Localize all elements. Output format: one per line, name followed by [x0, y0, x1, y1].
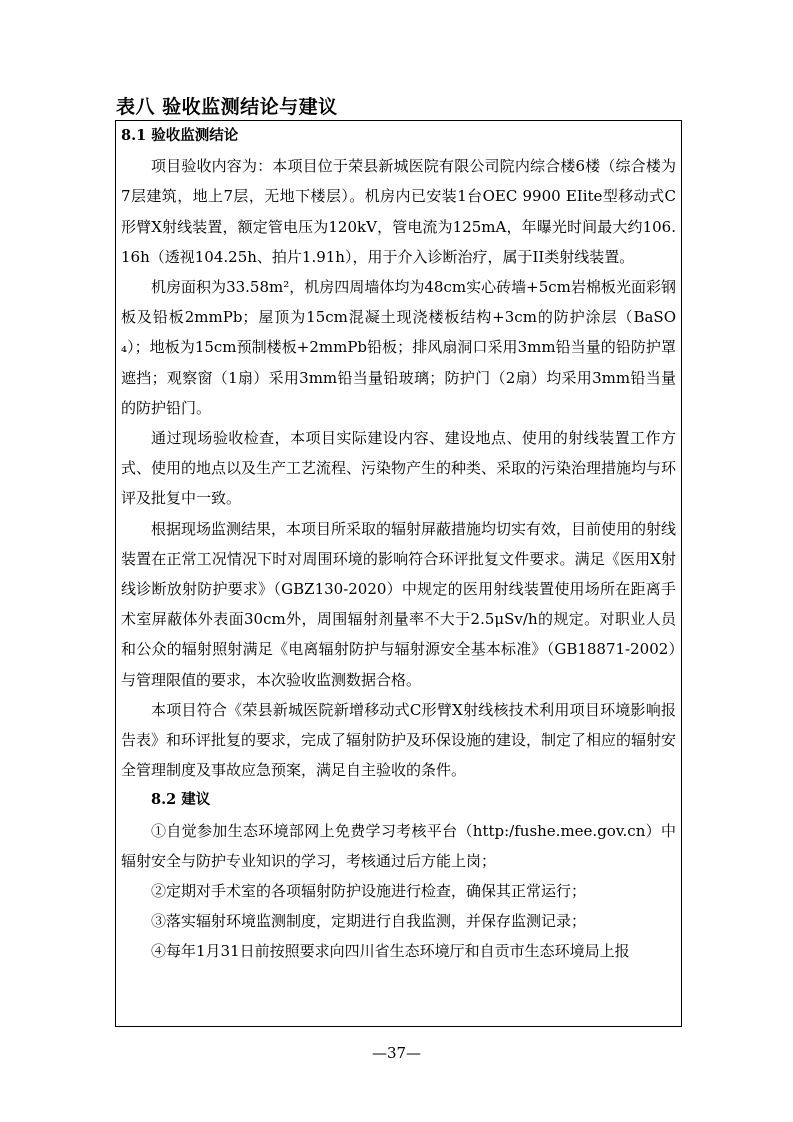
paragraph-monitoring-results: 根据现场监测结果，本项目所采取的辐射屏蔽措施均切实有效，目前使用的射线装置在正常工况情况下时对周围环境的影响符合环评批复文件要求。满足《医用X射线诊断放射防护要求》（GBZ130-2020）中规定的医用射线装置使用场所在距离手术室屏蔽体外表面30cm外，周围辐射剂量率不大于2.5μSv/h的规定。对职业人员和公众的辐射照射满足《电离辐射防护与辐射源安全基本标准》（GB18871-2002）与管理限值的要求，本次验收监测数据合格。 — [121, 519, 677, 689]
suggestion-item-3: ③落实辐射环境监测制度，定期进行自我监测，并保存监测记录； — [151, 912, 587, 931]
paragraph-project-content: 项目验收内容为：本项目位于荣县新城医院有限公司院内综合楼6楼（综合楼为7层建筑，地上7层，无地下楼层）。机房内已安装1台OEC 9900 EIite型移动式C形臂X射线装置，额定管电压为120kV，管电流为125mA，年曝光时间最大约106.16h（透视104.25h、拍片1.91h），用于介入诊断治疗，属于II类射线装置。 — [121, 157, 676, 266]
section-heading-conclusion: 8.1 验收监测结论 — [121, 127, 239, 144]
content-table-frame — [115, 120, 682, 1027]
content-body — [116, 121, 681, 967]
page-number: —37— — [371, 1044, 422, 1062]
suggestion-item-1: ①自觉参加生态环境部网上免费学习考核平台（http:/fushe.mee.gov.cn）中辐射安全与防护专业知识的学习，考核通过后方能上岗； — [121, 821, 676, 870]
page-title: 表八 验收监测结论与建议 — [116, 96, 338, 118]
section-heading-suggestions: 8.2 建议 — [151, 791, 211, 809]
paragraph-compliance: 本项目符合《荣县新城医院新增移动式C形臂X射线核技术利用项目环境影响报告表》和环评批复的要求，完成了辐射防护及环保设施的建设，制定了相应的辐射安全管理制度及事故应急预案，满足自主验收的条件。 — [121, 700, 677, 780]
paragraph-room-shielding: 机房面积为33.58m²，机房四周墙体均为48cm实心砖墙+5cm岩棉板光面彩钢板及铅板2mmPb；屋顶为15cm混凝土现浇楼板结构+3cm的防护涂层（BaSO₄）；地板为15cm预制楼板+2mmPb铅板；排风扇洞口采用3mm铅当量的铅防护罩遮挡；观察窗（1扇）采用3mm铅当量铅玻璃；防护门（2扇）均采用3mm铅当量的防护铅门。 — [121, 278, 676, 417]
paragraph-site-inspection: 通过现场验收检查，本项目实际建设内容、建设地点、使用的射线装置工作方式、使用的地点以及生产工艺流程、污染物产生的种类、采取的污染治理措施均与环评及批复中一致。 — [121, 429, 677, 508]
suggestion-item-2: ②定期对手术室的各项辐射防护设施进行检查，确保其正常运行； — [151, 882, 587, 901]
suggestion-item-4: ④每年1月31日前按照要求向四川省生态环境厅和自贡市生态环境局上报 — [151, 942, 630, 961]
